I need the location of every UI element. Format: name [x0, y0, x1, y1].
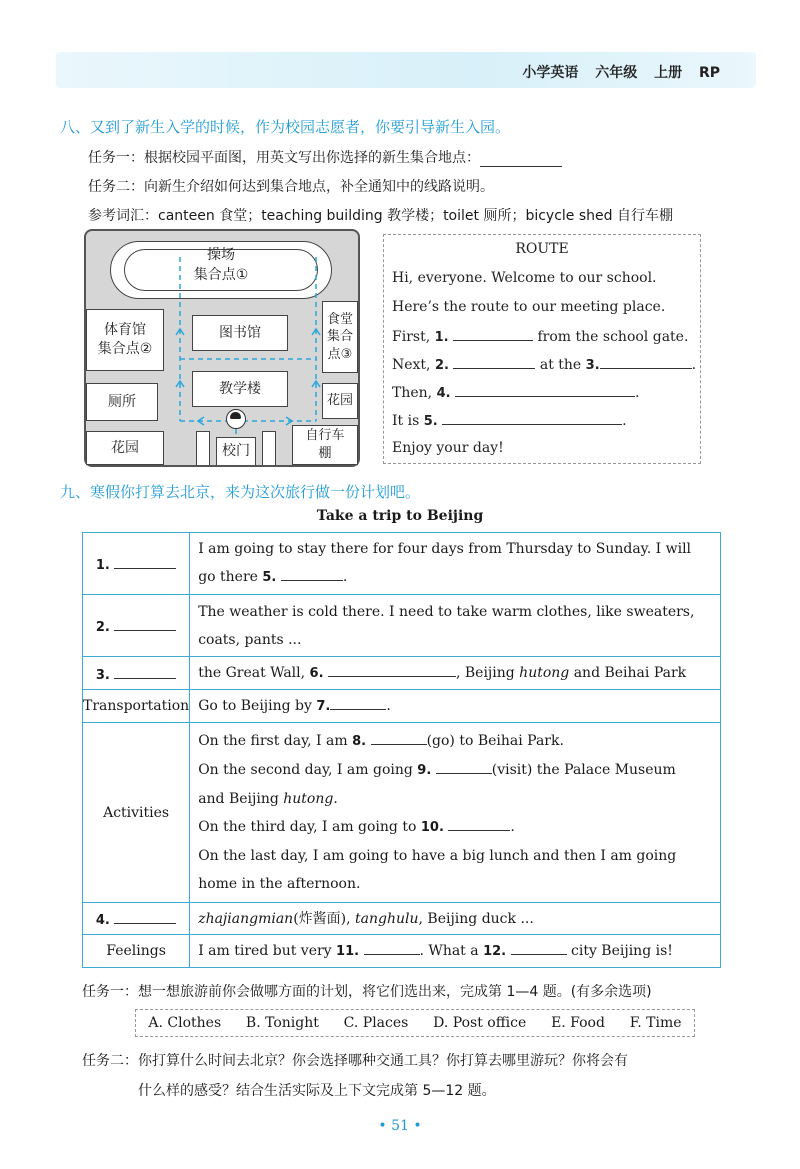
gate-pillar-right: [262, 431, 276, 465]
playground-label: 操场 集合点①: [193, 247, 249, 283]
row-label: 2.: [83, 595, 190, 657]
option-c: C. Places: [343, 1015, 409, 1031]
row-content: On the first day, I am 8. (go) to Beihai Park. On the second day, I am going 9. (visit) the Palace Museum and Beijing hutong. On the third day, I am going to 10. . On the last day, I am going to have a big lunch and then I am going home in the afternoon.: [190, 723, 721, 903]
gate-pillar-left: [196, 431, 210, 465]
canteen-building: 食堂 集合 点③: [322, 301, 358, 373]
route-blank-1[interactable]: [453, 328, 533, 341]
table-row: [83, 935, 721, 968]
row-content: I am tired but very 11. . What a 12. city Beijing is!: [190, 935, 721, 968]
student-icon: [226, 409, 246, 429]
row-label: 3.: [83, 657, 190, 690]
answer-blank[interactable]: [364, 940, 420, 955]
route-title: ROUTE: [515, 241, 569, 257]
answer-blank[interactable]: [114, 909, 176, 924]
answer-blank[interactable]: [281, 566, 343, 581]
row-content: The weather is cold there. I need to take warm clothes, like sweaters, coats, pants ...: [190, 595, 721, 657]
row-label: Activities: [83, 723, 190, 903]
table-row: [83, 657, 721, 690]
library-building: 图书馆: [192, 315, 288, 351]
section8-vocab: 参考词汇：canteen 食堂；teaching building 教学楼；toilet 厕所；bicycle shed 自行车棚: [88, 208, 673, 224]
plan-table-title: Take a trip to Beijing: [316, 508, 484, 524]
school-gate: 校门: [216, 437, 256, 465]
option-d: D. Post office: [433, 1015, 527, 1031]
garden-left: 花园: [86, 431, 164, 465]
row-label: Feelings: [83, 935, 190, 968]
header-edition: RP: [698, 65, 720, 81]
header-subject: 小学英语: [522, 65, 579, 81]
option-a: A. Clothes: [148, 1015, 222, 1031]
garden-right: 花园: [322, 383, 358, 419]
options-box: [135, 1009, 695, 1037]
campus-map: [84, 229, 360, 467]
route-line-6: It is 5. .: [392, 413, 627, 429]
table-row: [83, 723, 721, 903]
answer-blank[interactable]: [328, 662, 456, 677]
bicycle-shed: 自行车 棚: [292, 425, 358, 465]
answer-blank[interactable]: [436, 759, 492, 774]
header-volume: 上册: [654, 65, 683, 81]
answer-blank[interactable]: [511, 940, 567, 955]
row-content: zhajiangmian(炸酱面), tanghulu, Beijing duck ...: [190, 903, 721, 935]
answer-blank[interactable]: [114, 554, 176, 569]
option-b: B. Tonight: [245, 1015, 319, 1031]
row-label: 1.: [83, 533, 190, 595]
route-blank-2[interactable]: [453, 356, 535, 369]
gym-building: 体育馆 集合点②: [86, 309, 164, 371]
route-line-2: Here’s the route to our meeting place.: [392, 299, 666, 315]
section8-task1: 任务一：根据校园平面图，用英文写出你选择的新生集合地点：: [88, 147, 562, 167]
route-line-1: Hi, everyone. Welcome to our school.: [392, 270, 657, 286]
header-info: [510, 62, 720, 82]
answer-blank[interactable]: [480, 152, 562, 167]
answer-blank[interactable]: [114, 616, 176, 631]
row-content: Go to Beijing by 7. .: [190, 690, 721, 723]
header-grade: 六年级: [595, 65, 638, 81]
answer-blank[interactable]: [371, 730, 427, 745]
section8-title: 八、又到了新生入学的时候，作为校园志愿者，你要引导新生入园。: [60, 118, 511, 136]
answer-blank[interactable]: [330, 695, 386, 710]
option-f: F. Time: [629, 1015, 682, 1031]
answer-blank[interactable]: [448, 816, 510, 831]
route-line-5: Then, 4. .: [392, 385, 640, 401]
section8-task2: 任务二：向新生介绍如何达到集合地点，补全通知中的线路说明。: [88, 179, 494, 195]
route-notice: [383, 234, 701, 464]
route-line-3: First, 1. from the school gate.: [392, 329, 689, 345]
route-blank-5[interactable]: [442, 412, 622, 425]
row-label: 4.: [83, 903, 190, 935]
route-blank-3[interactable]: [600, 356, 692, 369]
plan-task2-line1: 任务二：你打算什么时间去北京？你会选择哪种交通工具？你打算去哪里游玩？你将会有: [82, 1053, 628, 1069]
answer-blank[interactable]: [114, 664, 176, 679]
table-row: [83, 903, 721, 935]
table-row: [83, 595, 721, 657]
teaching-building: 教学楼: [192, 371, 288, 407]
table-row: [83, 690, 721, 723]
row-content: the Great Wall, 6. , Beijing hutong and Beihai Park: [190, 657, 721, 690]
route-blank-4[interactable]: [455, 384, 635, 397]
trip-plan-table: [82, 532, 721, 968]
toilet-building: 厕所: [86, 383, 158, 421]
row-label: Transportation: [83, 690, 190, 723]
plan-task1: 任务一：想一想旅游前你会做哪方面的计划，将它们选出来，完成第 1—4 题。(有多余选项): [82, 984, 652, 1000]
table-row: [83, 533, 721, 595]
page-number: • 51 •: [378, 1118, 422, 1134]
row-content: I am going to stay there for four days from Thursday to Sunday. I will go there 5. .: [190, 533, 721, 595]
plan-task2-line2: 什么样的感受？结合生活实际及上下文完成第 5—12 题。: [138, 1083, 496, 1099]
route-line-4: Next, 2. at the 3. .: [392, 357, 697, 373]
route-line-7: Enjoy your day!: [392, 440, 504, 456]
section9-title: 九、寒假你打算去北京，来为这次旅行做一份计划吧。: [60, 483, 421, 501]
option-e: E. Food: [551, 1015, 605, 1031]
